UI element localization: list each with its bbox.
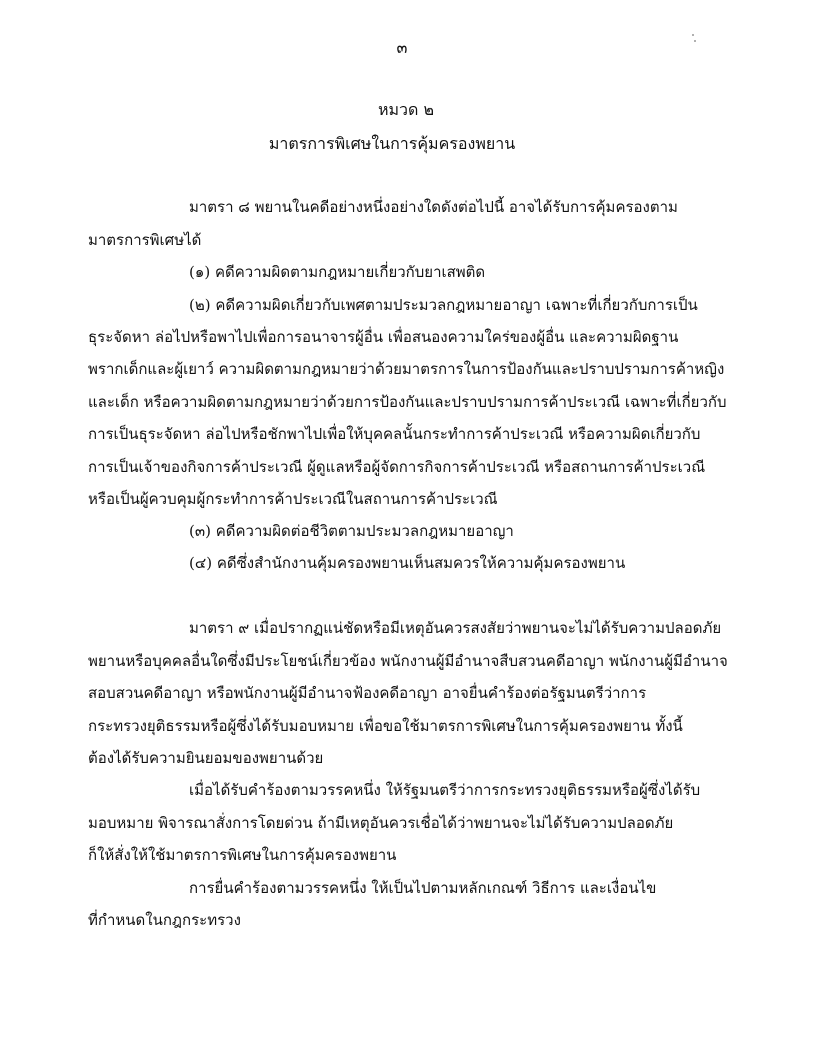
scan-speck [694, 40, 696, 42]
section9-p1-line4: กระทรวงยุติธรรมหรือผู้ซึ่งได้รับมอบหมาย เพื่อขอใช้มาตรการพิเศษในการคุ้มครองพยาน ทั้งนี้ [88, 717, 683, 735]
chapter-title: มาตรการพิเศษในการคุ้มครองพยาน [268, 134, 516, 153]
section8-item2-line7: หรือเป็นผู้ควบคุมผู้กระทำการค้าประเวณีในสถานการค้าประเวณี [88, 490, 498, 508]
section9-p2-line2: มอบหมาย พิจารณาสั่งการโดยด่วน ถ้ามีเหตุอันควรเชื่อได้ว่าพยานจะไม่ได้รับความปลอดภัย [88, 814, 674, 832]
section8-item2-line2: ธุระจัดหา ล่อไปหรือพาไปเพื่อการอนาจารผู้อื่น เพื่อสนองความใคร่ของผู้อื่น และความผิดฐาน [88, 328, 679, 346]
section9-p3-line1: การยื่นคำร้องตามวรรคหนึ่ง ให้เป็นไปตามหลักเกณฑ์ วิธีการ และเงื่อนไข [189, 879, 657, 897]
section8-item2-line5: การเป็นธุระจัดหา ล่อไปหรือชักพาไปเพื่อให้บุคคลนั้นกระทำการค้าประเวณี หรือความผิดเกี่ยวกับ [88, 425, 701, 443]
section8-line2: มาตรการพิเศษได้ [88, 231, 202, 249]
section8-item2-line3: พรากเด็กและผู้เยาว์ ความผิดตามกฎหมายว่าด้วยมาตรการในการป้องกันและปราบปรามการค้าหญิง [88, 360, 725, 378]
section9-p1-line1: มาตรา ๙ เมื่อปรากฏแน่ชัดหรือมีเหตุอันควรสงสัยว่าพยานจะไม่ได้รับความปลอดภัย [189, 619, 722, 637]
section8-item1: (๑) คดีความผิดตามกฎหมายเกี่ยวกับยาเสพติด [189, 263, 486, 281]
section9-p1-line3: สอบสวนคดีอาญา หรือพนักงานผู้มีอำนาจฟ้องคดีอาญา อาจยื่นคำร้องต่อรัฐมนตรีว่าการ [88, 684, 647, 702]
section8-item3: (๓) คดีความผิดต่อชีวิตตามประมวลกฎหมายอาญา [189, 522, 514, 540]
section8-item2-line6: การเป็นเจ้าของกิจการค้าประเวณี ผู้ดูแลหรือผู้จัดการกิจการค้าประเวณี หรือสถานการค้าประเวณี [88, 458, 706, 476]
section9-p1-line5: ต้องได้รับความยินยอมของพยานด้วย [88, 749, 324, 767]
section8-line1: มาตรา ๘ พยานในคดีอย่างหนึ่งอย่างใดดังต่อไปนี้ อาจได้รับการคุ้มครองตาม [189, 198, 678, 216]
chapter-heading: หมวด ๒ [377, 100, 435, 119]
scan-speck [692, 34, 694, 36]
section8-item2-line4: และเด็ก หรือความผิดตามกฎหมายว่าด้วยการป้องกันและปราบปรามการค้าประเวณี เฉพาะที่เกี่ยวกับ [88, 393, 727, 411]
page-number: ๓ [396, 38, 408, 57]
section8-item2-line1: (๒) คดีความผิดเกี่ยวกับเพศตามประมวลกฎหมายอาญา เฉพาะที่เกี่ยวกับการเป็น [189, 296, 698, 314]
section9-p2-line1: เมื่อได้รับคำร้องตามวรรคหนึ่ง ให้รัฐมนตรีว่าการกระทรวงยุติธรรมหรือผู้ซึ่งได้รับ [189, 781, 701, 799]
section9-p2-line3: ก็ให้สั่งให้ใช้มาตรการพิเศษในการคุ้มครองพยาน [88, 846, 397, 864]
section9-p1-line2: พยานหรือบุคคลอื่นใดซึ่งมีประโยชน์เกี่ยวข้อง พนักงานผู้มีอำนาจสืบสวนคดีอาญา พนักงานผู้มีอำนาจ [88, 652, 728, 670]
section9-p3-line2: ที่กำหนดในกฎกระทรวง [88, 911, 241, 929]
section8-item4: (๔) คดีซึ่งสำนักงานคุ้มครองพยานเห็นสมควรให้ความคุ้มครองพยาน [189, 554, 626, 572]
